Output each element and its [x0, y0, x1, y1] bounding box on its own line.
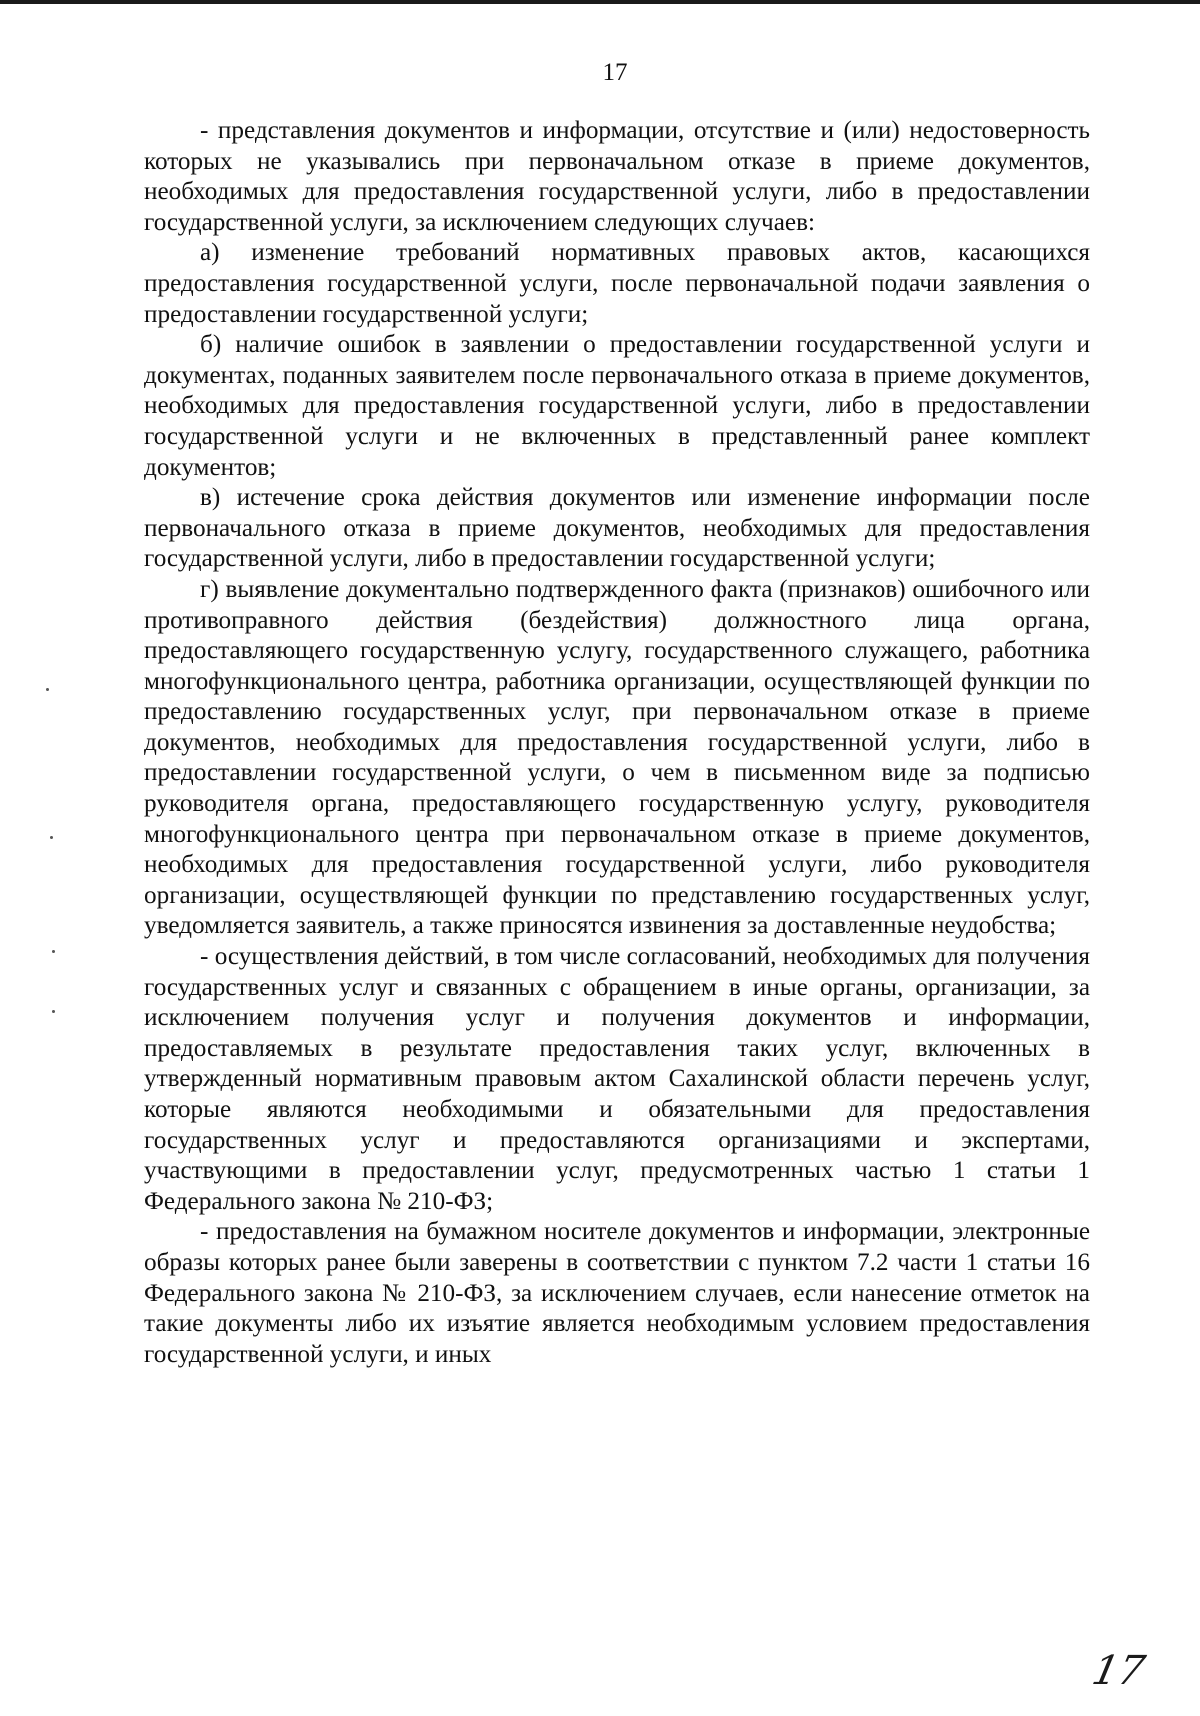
scan-speck: [52, 950, 55, 953]
document-body: [144, 116, 1090, 1370]
page-number: 17: [602, 59, 628, 86]
paragraph-intro: - представления документов и информации, отсутствие и (или) недостоверность которых не указывались при первоначальном отказе в приеме документов, необходимых для предоставления государственной услуги, либо в предоставлении государственной услуги, за исключением следующих случаев:: [144, 117, 1090, 236]
paragraph-item-b: б) наличие ошибок в заявлении о предоставлении государственной услуги и документах, поданных заявителем после первоначального отказа в приеме документов, необходимых для предоставления государственной услуги, либо в предоставлении государственной услуги и не включенных в представленный ранее комплект документов;: [144, 331, 1090, 481]
scan-speck: [50, 836, 53, 839]
handwritten-page-number: 17: [1088, 1648, 1149, 1694]
scan-speck: [46, 688, 49, 691]
top-edge-line: [0, 0, 1200, 4]
paragraph-paper-documents: - предоставления на бумажном носителе документов и информации, электронные образы которых ранее были заверены в соответствии с пунктом 7.2 части 1 статьи 16 Федерального закона № 210-ФЗ, за исключением случаев, если нанесение отметок на такие документы либо их изъятие является необходимым условием предоставления государственной услуги, и иных: [144, 1218, 1090, 1368]
paragraph-item-a: а) изменение требований нормативных правовых актов, касающихся предоставления государственной услуги, после первоначальной подачи заявления о предоставлении государственной услуги;: [144, 239, 1090, 328]
paragraph-item-v: в) истечение срока действия документов или изменение информации после первоначального отказа в приеме документов, необходимых для предоставления государственной услуги, либо в предоставлении государственной услуги;: [144, 484, 1090, 573]
paragraph-actions: - осуществления действий, в том числе согласований, необходимых для получения государственных услуг и связанных с обращением в иные органы, организации, за исключением получения услуг и получения документов и информации, предоставляемых в результате предоставления таких услуг, включенных в утвержденный нормативным правовым актом Сахалинской области перечень услуг, которые являются необходимыми и обязательными для предоставления государственных услуг и предоставляются организациями и экспертами, участвующими в предоставлении услуг, предусмотренных частью 1 статьи 1 Федерального закона № 210-ФЗ;: [144, 943, 1090, 1215]
scan-speck: [52, 1010, 55, 1013]
paragraph-item-g: г) выявление документально подтвержденного факта (признаков) ошибочного или противоправного действия (бездействия) должностного лица органа, предоставляющего государственную услугу, государственного служащего, работника многофункционального центра, работника организации, осуществляющей функции по предоставлению государственных услуг, при первоначальном отказе в приеме документов, необходимых для предоставления государственной услуги, либо в предоставлении государственной услуги, о чем в письменном виде за подписью руководителя органа, предоставляющего государственную услугу, руководителя многофункционального центра при первоначальном отказе в приеме документов, необходимых для предоставления государственной услуги, либо руководителя организации, осуществляющей функции по представлению государственных услуг, уведомляется заявитель, а также приносятся извинения за доставленные неудобства;: [144, 575, 1090, 940]
